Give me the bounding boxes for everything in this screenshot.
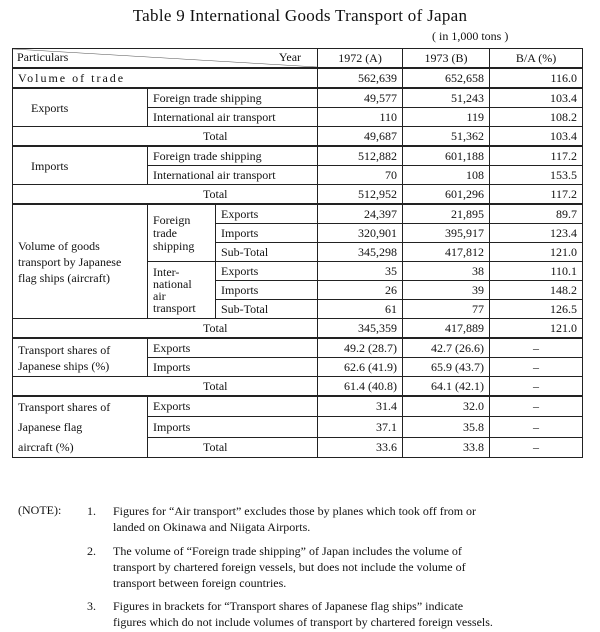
value-b: 601,296 [403, 185, 490, 205]
row-label: Imports [148, 358, 318, 377]
note-line: landed on Okinawa and Niigata Airports. [113, 520, 311, 534]
note-number: 2. [87, 544, 96, 558]
row-label: Exports [148, 338, 318, 358]
table-row [13, 377, 583, 397]
row-label: International air transport [148, 108, 318, 127]
table-row [13, 68, 583, 88]
value-a: 62.6 (41.9) [318, 358, 403, 377]
value-b: 417,889 [403, 319, 490, 339]
row-label: Foreign trade shipping [148, 88, 318, 108]
value-ratio: – [490, 396, 583, 417]
table-row [13, 319, 583, 339]
value-a: 35 [318, 262, 403, 281]
note-line: Figures for “Air transport” excludes those by planes which took off from or [113, 504, 477, 518]
value-ratio: 121.0 [490, 243, 583, 262]
row-label: Exports [148, 396, 318, 417]
value-b: 32.0 [403, 396, 490, 417]
value-b: 38 [403, 262, 490, 281]
row-label: Total [13, 377, 318, 397]
label-line: shipping [153, 238, 195, 253]
table-row [13, 185, 583, 205]
row-label: Foreign trade shipping [148, 146, 318, 166]
value-b: 108 [403, 166, 490, 185]
value-ratio: – [490, 417, 583, 437]
value-b: 51,362 [403, 127, 490, 147]
value-ratio: 126.5 [490, 300, 583, 319]
value-a: 512,882 [318, 146, 403, 166]
note-line: figures which do not include volumes of transport by chartered foreign vessels. [113, 615, 493, 629]
unit-label: ( in 1,000 tons ) [432, 29, 509, 43]
year-header: Year [278, 50, 302, 64]
value-b: 395,917 [403, 224, 490, 243]
note-number: 3. [87, 599, 96, 613]
row-label: Total [13, 185, 318, 205]
value-a: 512,952 [318, 185, 403, 205]
value-a: 345,298 [318, 243, 403, 262]
value-ratio: 117.2 [490, 146, 583, 166]
note-number: 1. [87, 504, 96, 518]
group-label-air-shares [13, 396, 148, 458]
label-line: air [153, 289, 166, 303]
value-ratio: 153.5 [490, 166, 583, 185]
header-row [13, 49, 583, 69]
particulars-year-header [13, 49, 318, 69]
table-row [13, 338, 583, 358]
label-line: Foreign [153, 212, 191, 227]
value-a: 61 [318, 300, 403, 319]
col-a-header: 1972 (A) [318, 49, 403, 69]
row-label: International air transport [148, 166, 318, 185]
value-ratio: – [490, 358, 583, 377]
value-a: 562,639 [318, 68, 403, 88]
row-label: Total [148, 437, 318, 457]
subgroup-foreign-trade-shipping [148, 204, 216, 262]
row-label: Total [13, 127, 318, 147]
value-a: 49,577 [318, 88, 403, 108]
note-item [87, 598, 577, 630]
note-line: transport between foreign countries. [113, 576, 287, 590]
value-ratio: – [490, 377, 583, 397]
value-a: 31.4 [318, 396, 403, 417]
value-b: 21,895 [403, 204, 490, 224]
note-item [87, 503, 577, 535]
row-label: Imports [216, 281, 318, 300]
label-line: Transport shares of [18, 342, 111, 357]
value-a: 37.1 [318, 417, 403, 437]
value-ratio: – [490, 437, 583, 457]
label-line: transport [153, 301, 196, 315]
value-a: 110 [318, 108, 403, 127]
note-item [87, 543, 577, 591]
value-a: 49.2 (28.7) [318, 338, 403, 358]
value-ratio: 123.4 [490, 224, 583, 243]
value-ratio: 116.0 [490, 68, 583, 88]
table-row [13, 127, 583, 147]
table-row [13, 396, 583, 417]
table-row [13, 204, 583, 224]
row-label: Sub-Total [216, 300, 318, 319]
label-line: Japanese ships (%) [18, 358, 110, 373]
value-a: 61.4 (40.8) [318, 377, 403, 397]
subgroup-international-air-transport [148, 262, 216, 319]
value-a: 49,687 [318, 127, 403, 147]
col-b-header: 1973 (B) [403, 49, 490, 69]
row-label: Total [13, 319, 318, 339]
row-label: Imports [216, 224, 318, 243]
value-ratio: 108.2 [490, 108, 583, 127]
value-b: 119 [403, 108, 490, 127]
col-ratio-header: B/A (%) [490, 49, 583, 69]
label-line: trade [153, 225, 177, 240]
note-line: The volume of “Foreign trade shipping” of Japan includes the volume of [113, 544, 462, 558]
value-ratio: – [490, 338, 583, 358]
notes-heading: (NOTE): [18, 503, 62, 517]
note-line: Figures in brackets for “Transport shares of Japanese flag ships” indicate [113, 599, 464, 613]
group-label-exports: Exports [13, 88, 148, 127]
label-line: flag ships (aircraft) [18, 270, 110, 285]
value-b: 35.8 [403, 417, 490, 437]
label-line: national [153, 277, 192, 291]
row-label: Imports [148, 417, 318, 437]
label-line: Inter- [153, 265, 180, 279]
row-label: Exports [216, 262, 318, 281]
value-ratio: 121.0 [490, 319, 583, 339]
value-b: 33.8 [403, 437, 490, 457]
value-a: 24,397 [318, 204, 403, 224]
table-title: Table 9 International Goods Transport of Japan [132, 6, 468, 25]
value-b: 51,243 [403, 88, 490, 108]
value-b: 77 [403, 300, 490, 319]
value-b: 652,658 [403, 68, 490, 88]
table-row [13, 146, 583, 166]
value-b: 64.1 (42.1) [403, 377, 490, 397]
note-line: transport by chartered foreign vessels, but does not include the volume of [113, 560, 466, 574]
value-b: 39 [403, 281, 490, 300]
group-label-flag-ships [13, 204, 148, 319]
value-b: 601,188 [403, 146, 490, 166]
value-b: 65.9 (43.7) [403, 358, 490, 377]
label-line: Transport shares of [18, 400, 111, 414]
table-row [13, 88, 583, 108]
value-a: 26 [318, 281, 403, 300]
value-ratio: 117.2 [490, 185, 583, 205]
label-line: aircraft (%) [18, 440, 74, 454]
label-line: Japanese flag [18, 420, 83, 434]
value-a: 345,359 [318, 319, 403, 339]
particulars-header: Particulars [17, 50, 69, 64]
value-ratio: 103.4 [490, 127, 583, 147]
group-label-imports: Imports [13, 146, 148, 185]
label-line: transport by Japanese [18, 254, 122, 269]
value-ratio: 103.4 [490, 88, 583, 108]
group-label-ship-shares [13, 338, 148, 377]
value-a: 320,901 [318, 224, 403, 243]
value-a: 70 [318, 166, 403, 185]
row-label: Sub-Total [216, 243, 318, 262]
value-b: 42.7 (26.6) [403, 338, 490, 358]
value-ratio: 148.2 [490, 281, 583, 300]
value-b: 417,812 [403, 243, 490, 262]
label-line: Volume of goods [18, 238, 100, 253]
value-a: 33.6 [318, 437, 403, 457]
transport-table [12, 48, 583, 458]
value-ratio: 110.1 [490, 262, 583, 281]
row-label: Exports [216, 204, 318, 224]
value-ratio: 89.7 [490, 204, 583, 224]
row-label: Volume of trade [13, 68, 318, 88]
